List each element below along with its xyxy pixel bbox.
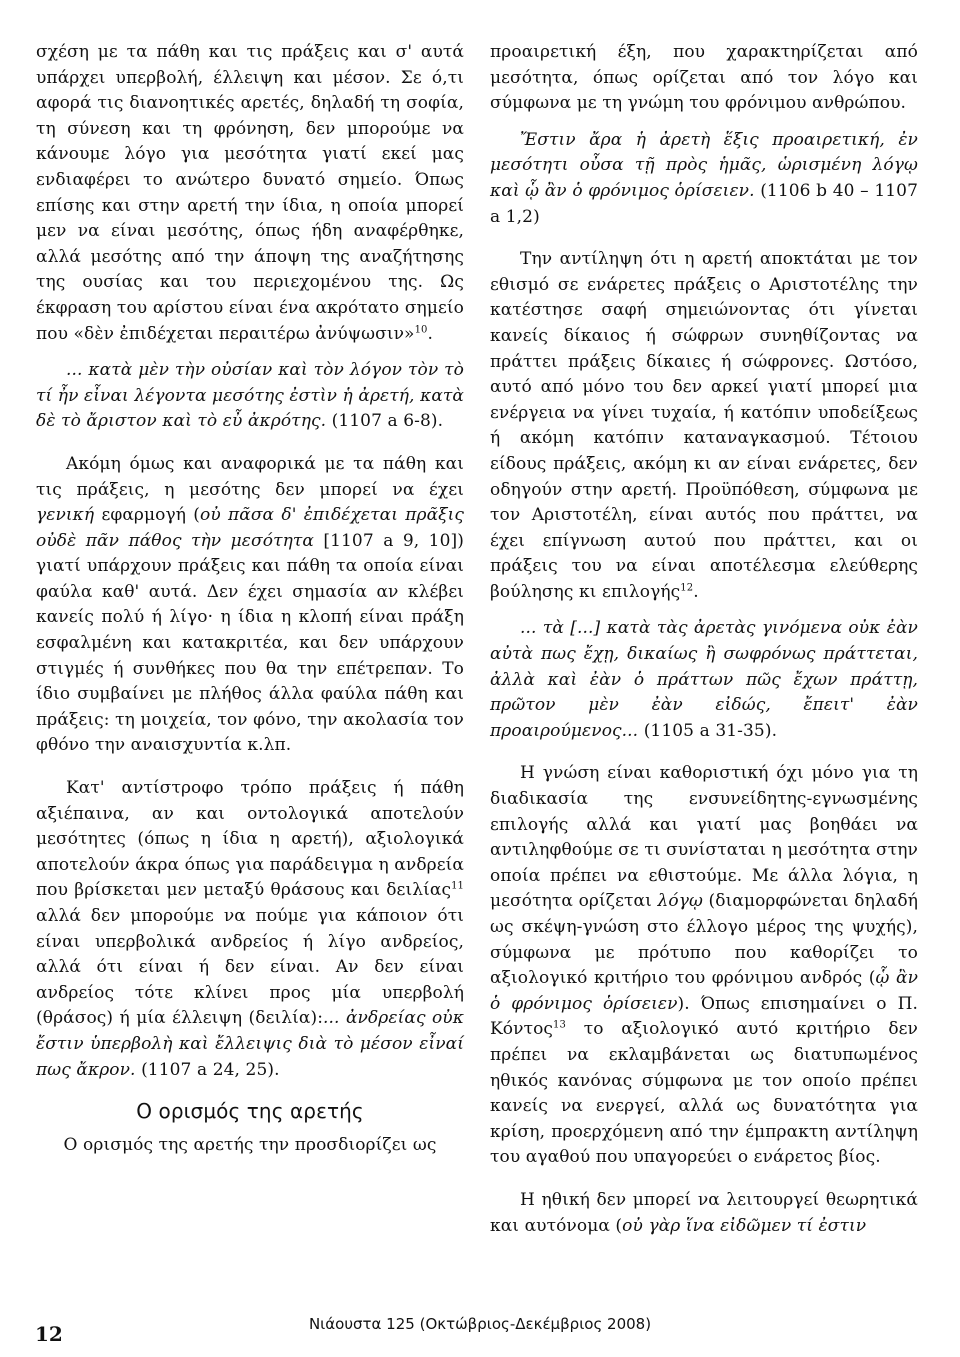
right-paragraph-3-part-e: ). Όπως επισημαίνει ο Π. Κόντος — [490, 993, 918, 1040]
right-paragraph-2-text: Την αντίληψη ότι η αρετή αποκτάται με τον εθισμό σε ενάρετες πράξεις ο Αριστοτέλης την κατέστησε σαφή σημειώνοντας ότι γίνεται κανείς δίκαιος ή σώφρων συνηθίζοντας να πράττει πράξεις δίκαιες ή σώφρονες. Ωστόσο, αυτό από μόνο του δεν αρκεί γιατί μπορεί μια ενέργεια να γίνει τυχαία, ή κατόπιν υποδείξεως ή ακόμη κατόπιν καταναγκασμού. Τέτοιου είδους πράξεις, ακόμη κι αν είναι ενάρετες, δεν οδηγούν στην αρετή. Προϋπόθεση, σύμφωνα με τον Αριστοτέλη, είναι αυτός που πράττει, να έχει επίγνωση αυτού που πράττει, και οι πράξεις του να είναι αποτέλεσμα ελεύθερης βούλησης κι επιλογής — [490, 249, 918, 602]
right-column — [490, 40, 918, 1239]
footnote-ref-11: 11 — [451, 880, 464, 892]
left-paragraph-3-citation: (1107 a 24, 25). — [135, 1059, 280, 1080]
right-quote-2-text: ... τὰ [...] κατὰ τὰς ἀρετὰς γινόμενα οὐκ ἐὰν αὐτὰ πως ἔχῃ, δικαίως ἢ σωφρόνως πράττεται, ἀλλὰ καὶ ἐὰν ὁ πράττων πῶς ἔχων πράττῃ, πρῶτον μὲν ἐὰν εἰδώς, ἔπειτ' ἐὰν προαιρούμενος... — [490, 618, 918, 741]
right-quote-1-citation: (1106 b 40 – 1107 a 1,2) — [490, 180, 918, 227]
left-paragraph-2-part-a: Ακόμη όμως και αναφορικά με τα πάθη και τις πράξεις, η μεσότης δεν μπορεί να έχει — [36, 453, 464, 500]
right-paragraph-3-part-a: Η γνώση είναι καθοριστική όχι μόνο για τη διαδικασία της ενσυνείδητης-εγνωσμένης επιλογής αλλά και γιατί μας βοηθάει να αντιληφθούμε σε τι συνίσταται η μεσότητα στην οποία πρέπει να εθιστούμε. Με άλλα λόγια, η μεσότητα ορίζεται — [490, 763, 918, 912]
right-paragraph-3-part-c: (διαμορφώνεται δηλαδή ως σκέψη-γνώση στο έλλογο μέρος της ψυχής), σύμφωνα με πρότυπο που καθορίζει το αξιολογικό κριτήριο του φρόνιμου ανδρός ( — [490, 891, 918, 989]
right-paragraph-3-greek-quote: ᾧ ἂν ὁ φρόνιμος ὁρίσειεν — [490, 968, 919, 1014]
left-paragraph-3 — [36, 776, 464, 1083]
right-paragraph-4-part-a: Η ηθική δεν μπορεί να λειτουργεί θεωρητικά και αυτόνομα ( — [490, 1189, 918, 1236]
left-paragraph-2-greek-quote: οὐ πᾶσα δ' ἐπιδέχεται πρᾶξις οὐδὲ πᾶν πάθος τὴν μεσότητα — [36, 505, 464, 551]
left-paragraph-2-part-e: [1107 a 9, 10]) γιατί υπάρχουν πράξεις και πάθη τα οποία είναι φαύλα καθ' αυτά. Δεν έχει σημασία αν κλέβει κανείς πολύ ή λίγο· η ίδια η κλοπή είναι πράξη εσφαλμένη και κατακριτέα, και δεν υπάρχουν στιγμές ή συνθήκες που θα την επέτρεπαν. Το ίδιο συμβαίνει με πλήθος άλλα φαύλα πάθη και πράξεις: τη μοιχεία, τον φόνο, την ακολασία τον φθόνο την αναισχυντία κ.λπ. — [36, 530, 464, 756]
left-column — [36, 40, 464, 1158]
left-quote-1 — [36, 358, 464, 435]
left-paragraph-1-text: σχέση με τα πάθη και τις πράξεις και σ' αυτά υπάρχει υπερβολή, έλλειψη και μέσον. Σε ό,τι αφορά τις διανοητικές αρετές, δηλαδή τη σοφία, τη σύνεση και τη φρόνηση, δεν μπορούμε να κάνουμε λόγο για μεσότητα γιατί εκεί μας ενδιαφέρει το ανώτερο δυνατό σημείο. Όπως επίσης και στην αρετή την ίδια, η οποία μπορεί μεν να είναι μεσότης, όπως ήδη αναφέρθηκε, αλλά μεσότης από την άποψη της αναζήτησης της ουσίας και του περιεχομένου της. Ως έκφραση του αρίστου είναι ένα ακρότατο σημείο που «δὲν ἐπιδέχεται περαιτέρω ἀνύψωσιν» — [36, 42, 464, 344]
right-paragraph-3-italic-logo: λόγῳ — [657, 891, 703, 912]
right-paragraph-2 — [490, 247, 918, 605]
right-paragraph-1: προαιρετική έξη, που χαρακτηρίζεται από μεσότητα, όπως ορίζεται από τον λόγο και σύμφωνα με τη γνώμη του φρόνιμου ανθρώπου. — [490, 42, 918, 114]
right-paragraph-4 — [490, 1188, 918, 1239]
section-intro: Ο ορισμός της αρετής την προσδιορίζει ως — [63, 1134, 437, 1155]
left-paragraph-2 — [36, 452, 464, 759]
left-paragraph-3-part-a: Κατ' αντίστροφο τρόπο πράξεις ή πάθη αξιέπαινα, αν και οντολογικά αποτελούν μεσότητες (όπως η ίδια η αρετή), αξιολογικά αποτελούν άκρα όπως για παράδειγμα η ανδρεία που βρίσκεται μεν μεταξύ θράσους και δειλίας — [36, 778, 464, 901]
page-number: 12 — [35, 1322, 63, 1346]
issue-footer: Νιάουστα 125 (Οκτώβριος-Δεκέμβριος 2008) — [308, 1315, 652, 1333]
left-paragraph-3-part-b: αλλά δεν μπορούμε να πούμε για κάποιον ότι είναι υπερβολικά ανδρείος ή λίγο ανδρείος, αλλά ότι είναι ή δεν είναι. Αν δεν είναι ανδρείος τότε κλίνει προς μία υπερβολή (θράσος) ή μία έλλειψη (δειλία): — [36, 906, 464, 1029]
left-quote-1-text: ... κατὰ μὲν τὴν οὐσίαν καὶ τὸν λόγον τὸν τὸ τί ἦν εἶναι λέγοντα μεσότης ἐστὶν ἡ ἀρετή, κατὰ δὲ τὸ ἄριστον καὶ τὸ εὖ ἀκρότης. — [36, 360, 464, 432]
right-paragraph-3-part-f: το αξιολογικό αυτό κριτήριο δεν πρέπει να εκλαμβάνεται ως διατυπωμένος ηθικός κανόνας σύμφωνα με τον οποίο πρέπει κανείς να ενεργεί, αλλά ως δυνατότητα για κρίση, προερχόμενη από την έμπρακτη αντίληψη του αγαθού που υπαγορεύει ο ενάρετος βίος. — [490, 1019, 918, 1168]
right-quote-2-citation: (1105 a 31-35). — [638, 720, 778, 741]
left-paragraph-2-italic-general: γενική — [36, 505, 95, 526]
left-paragraph-1-end: . — [427, 323, 434, 344]
left-quote-1-citation: (1107 a 6-8). — [326, 411, 444, 432]
section-heading: Ο ορισμός της αρετής — [136, 1099, 364, 1124]
right-paragraph-4-greek-quote: οὐ γὰρ ἵνα εἰδῶμεν τί ἐστιν — [622, 1215, 867, 1236]
right-quote-1 — [490, 128, 918, 230]
left-paragraph-1 — [36, 40, 464, 347]
right-quote-1-text: Ἔστιν ἄρα ἡ ἀρετὴ ἕξις προαιρετική, ἐν μεσότητι οὖσα τῇ πρὸς ἡμᾶς, ὡρισμένη λόγῳ καὶ ᾧ ἂν ὁ φρόνιμος ὁρίσειεν. — [490, 129, 918, 201]
right-quote-2 — [490, 616, 918, 744]
right-paragraph-3 — [490, 761, 918, 1171]
footnote-ref-13: 13 — [553, 1019, 566, 1031]
footnote-ref-10: 10 — [414, 323, 428, 335]
left-paragraph-2-part-c: εφαρμογή ( — [94, 505, 201, 526]
footnote-ref-12: 12 — [680, 582, 694, 594]
left-paragraph-3-greek-quote: ... ἀνδρείας οὐκ ἔστιν ὑπερβολὴ καὶ ἔλλειψις διὰ τὸ μέσον εἶναί πως ἄκρον. — [36, 1008, 464, 1080]
right-paragraph-2-end: . — [693, 581, 699, 602]
